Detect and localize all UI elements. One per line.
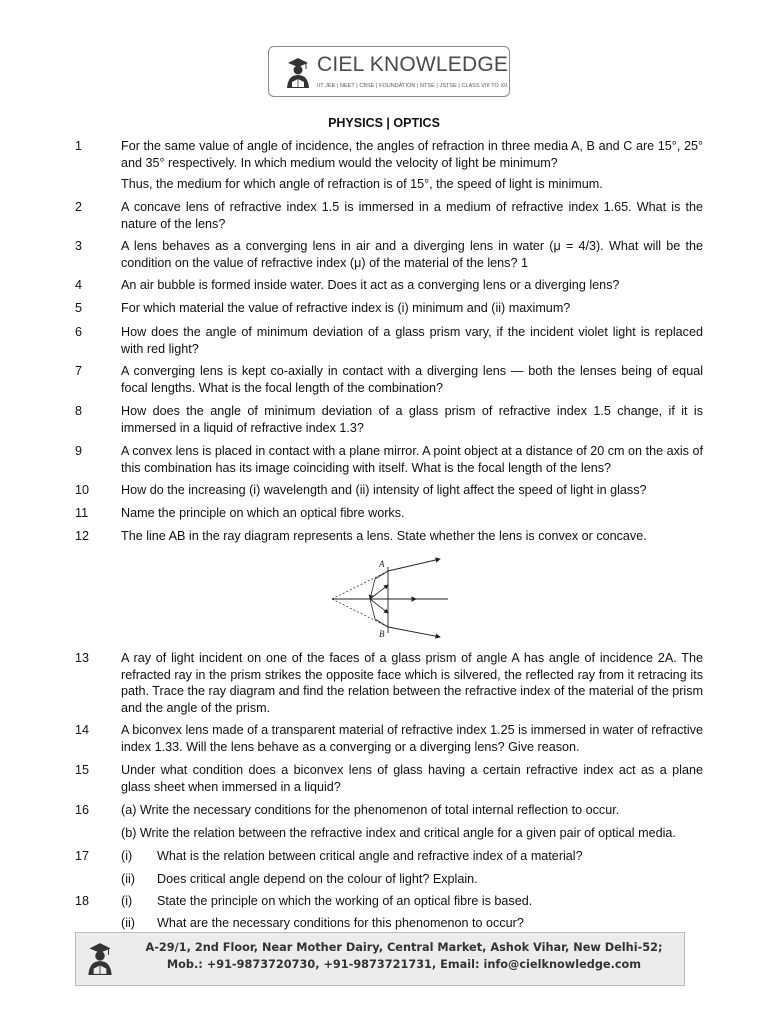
footer-address: A-29/1, 2nd Floor, Near Mother Dairy, Central Market, Ashok Vihar, New Delhi-52; — [145, 941, 663, 954]
question-number: 13 — [75, 651, 90, 665]
answer-text: Thus, the medium for which angle of refraction is of 15°, the speed of light is minimum. — [121, 177, 603, 191]
question-number: 8 — [75, 404, 83, 418]
question-number: 10 — [75, 483, 90, 497]
sub-question-number: (ii) — [121, 872, 135, 886]
question-text: What are the necessary conditions for this phenomenon to occur? — [157, 916, 524, 930]
question-number: 1 — [75, 139, 83, 153]
question-text: Under what condition does a biconvex lens of glass having a certain refractive index act as a plane glass sheet when immersed in a liquid? — [121, 763, 703, 794]
question-text: A concave lens of refractive index 1.5 is immersed in a medium of refractive index 1.65. What is the nature of the lens? — [121, 200, 703, 231]
question-number: 16 — [75, 803, 90, 817]
question-text: Does critical angle depend on the colour of light? Explain. — [157, 872, 478, 886]
question-text: For the same value of angle of incidence, the angles of refraction in three media A, B and C are 15°, 25° and 35° respectively. In which medium would the velocity of light be minimum? — [121, 139, 703, 170]
question-text: A ray of light incident on one of the faces of a glass prism of angle A has angle of incidence 2A. The refracted ray in the prism strikes the opposite face which is silvered, the reflected ray from it retracing its path. Trace the ray diagram and find the relation between the refractive index of the material of the prism and the angle of the prism. — [121, 651, 703, 715]
footer-contact: Mob.: +91-9873720730, +91-9873721731, Email: info@cielknowledge.com — [166, 958, 642, 971]
question-number: 6 — [75, 325, 83, 339]
question-text: (b) Write the relation between the refractive index and critical angle for a given pair of optical media. — [121, 826, 676, 840]
question-number: 7 — [75, 364, 83, 378]
question-text: Name the principle on which an optical fibre works. — [121, 506, 405, 520]
label-a: A — [379, 559, 385, 569]
lens-ray-diagram — [330, 555, 450, 640]
question-number: 5 — [75, 301, 83, 315]
question-text: A convex lens is placed in contact with a plane mirror. A point object at a distance of 20 cm on the axis of this combination has its image coinciding with itself. What is the focal length of the lens? — [121, 444, 703, 475]
question-text: (a) Write the necessary conditions for the phenomenon of total internal reflection to occur. — [121, 803, 620, 817]
label-b: B — [379, 629, 385, 639]
scholar-logo-icon — [281, 54, 315, 90]
question-number: 4 — [75, 278, 83, 292]
question-text: A lens behaves as a converging lens in air and a diverging lens in water (μ = 4/3). What will be the condition on the value of refractive index (μ) of the material of the lens? 1 — [121, 239, 703, 270]
question-text: A biconvex lens made of a transparent material of refractive index 1.25 is immersed in water of refractive index 1.33. Will the lens behave as a converging or a diverging lens? Give reason. — [121, 723, 703, 754]
scholar-logo-icon — [82, 938, 118, 978]
ray-lower — [388, 627, 440, 637]
question-text: A converging lens is kept co-axially in contact with a diverging lens — both the lenses being of equal focal lengths. What is the focal length of the combination? — [121, 364, 703, 395]
question-number: 15 — [75, 763, 90, 777]
logo-name: CIEL KNOWLEDGE — [317, 53, 509, 76]
question-number: 12 — [75, 529, 90, 543]
question-text: The line AB in the ray diagram represents a lens. State whether the lens is convex or concave. — [121, 529, 647, 543]
ray-upper — [388, 559, 440, 571]
question-text: State the principle on which the working of an optical fibre is based. — [157, 894, 533, 908]
question-text: How does the angle of minimum deviation of a glass prism vary, if the incident violet light is replaced with red light? — [121, 325, 703, 356]
sub-question-number: (i) — [121, 849, 133, 863]
question-number: 18 — [75, 894, 90, 908]
question-number: 3 — [75, 239, 83, 253]
logo-tagline: IIT JEE | NEET | CBSE | FOUNDATION | NTSE | JSTSE | CLASS VIII TO XII — [317, 83, 508, 89]
question-number: 17 — [75, 849, 90, 863]
question-number: 14 — [75, 723, 90, 737]
sub-question-number: (i) — [121, 894, 133, 908]
sub-question-number: (ii) — [121, 916, 135, 930]
question-text: For which material the value of refractive index is (i) minimum and (ii) maximum? — [121, 301, 571, 315]
header-logo — [268, 46, 510, 97]
footer-address-box — [75, 932, 685, 986]
page-title: PHYSICS | OPTICS — [328, 116, 440, 130]
question-text: An air bubble is formed inside water. Does it act as a converging lens or a diverging lens? — [121, 278, 620, 292]
question-number: 2 — [75, 200, 83, 214]
question-text: What is the relation between critical angle and refractive index of a material? — [157, 849, 583, 863]
question-number: 9 — [75, 444, 83, 458]
question-text: How does the angle of minimum deviation of a glass prism of refractive index 1.5 change, if it is immersed in a liquid of refractive index 1.3? — [121, 404, 703, 435]
question-text: How do the increasing (i) wavelength and (ii) intensity of light affect the speed of light in glass? — [121, 483, 647, 497]
question-number: 11 — [75, 506, 89, 520]
